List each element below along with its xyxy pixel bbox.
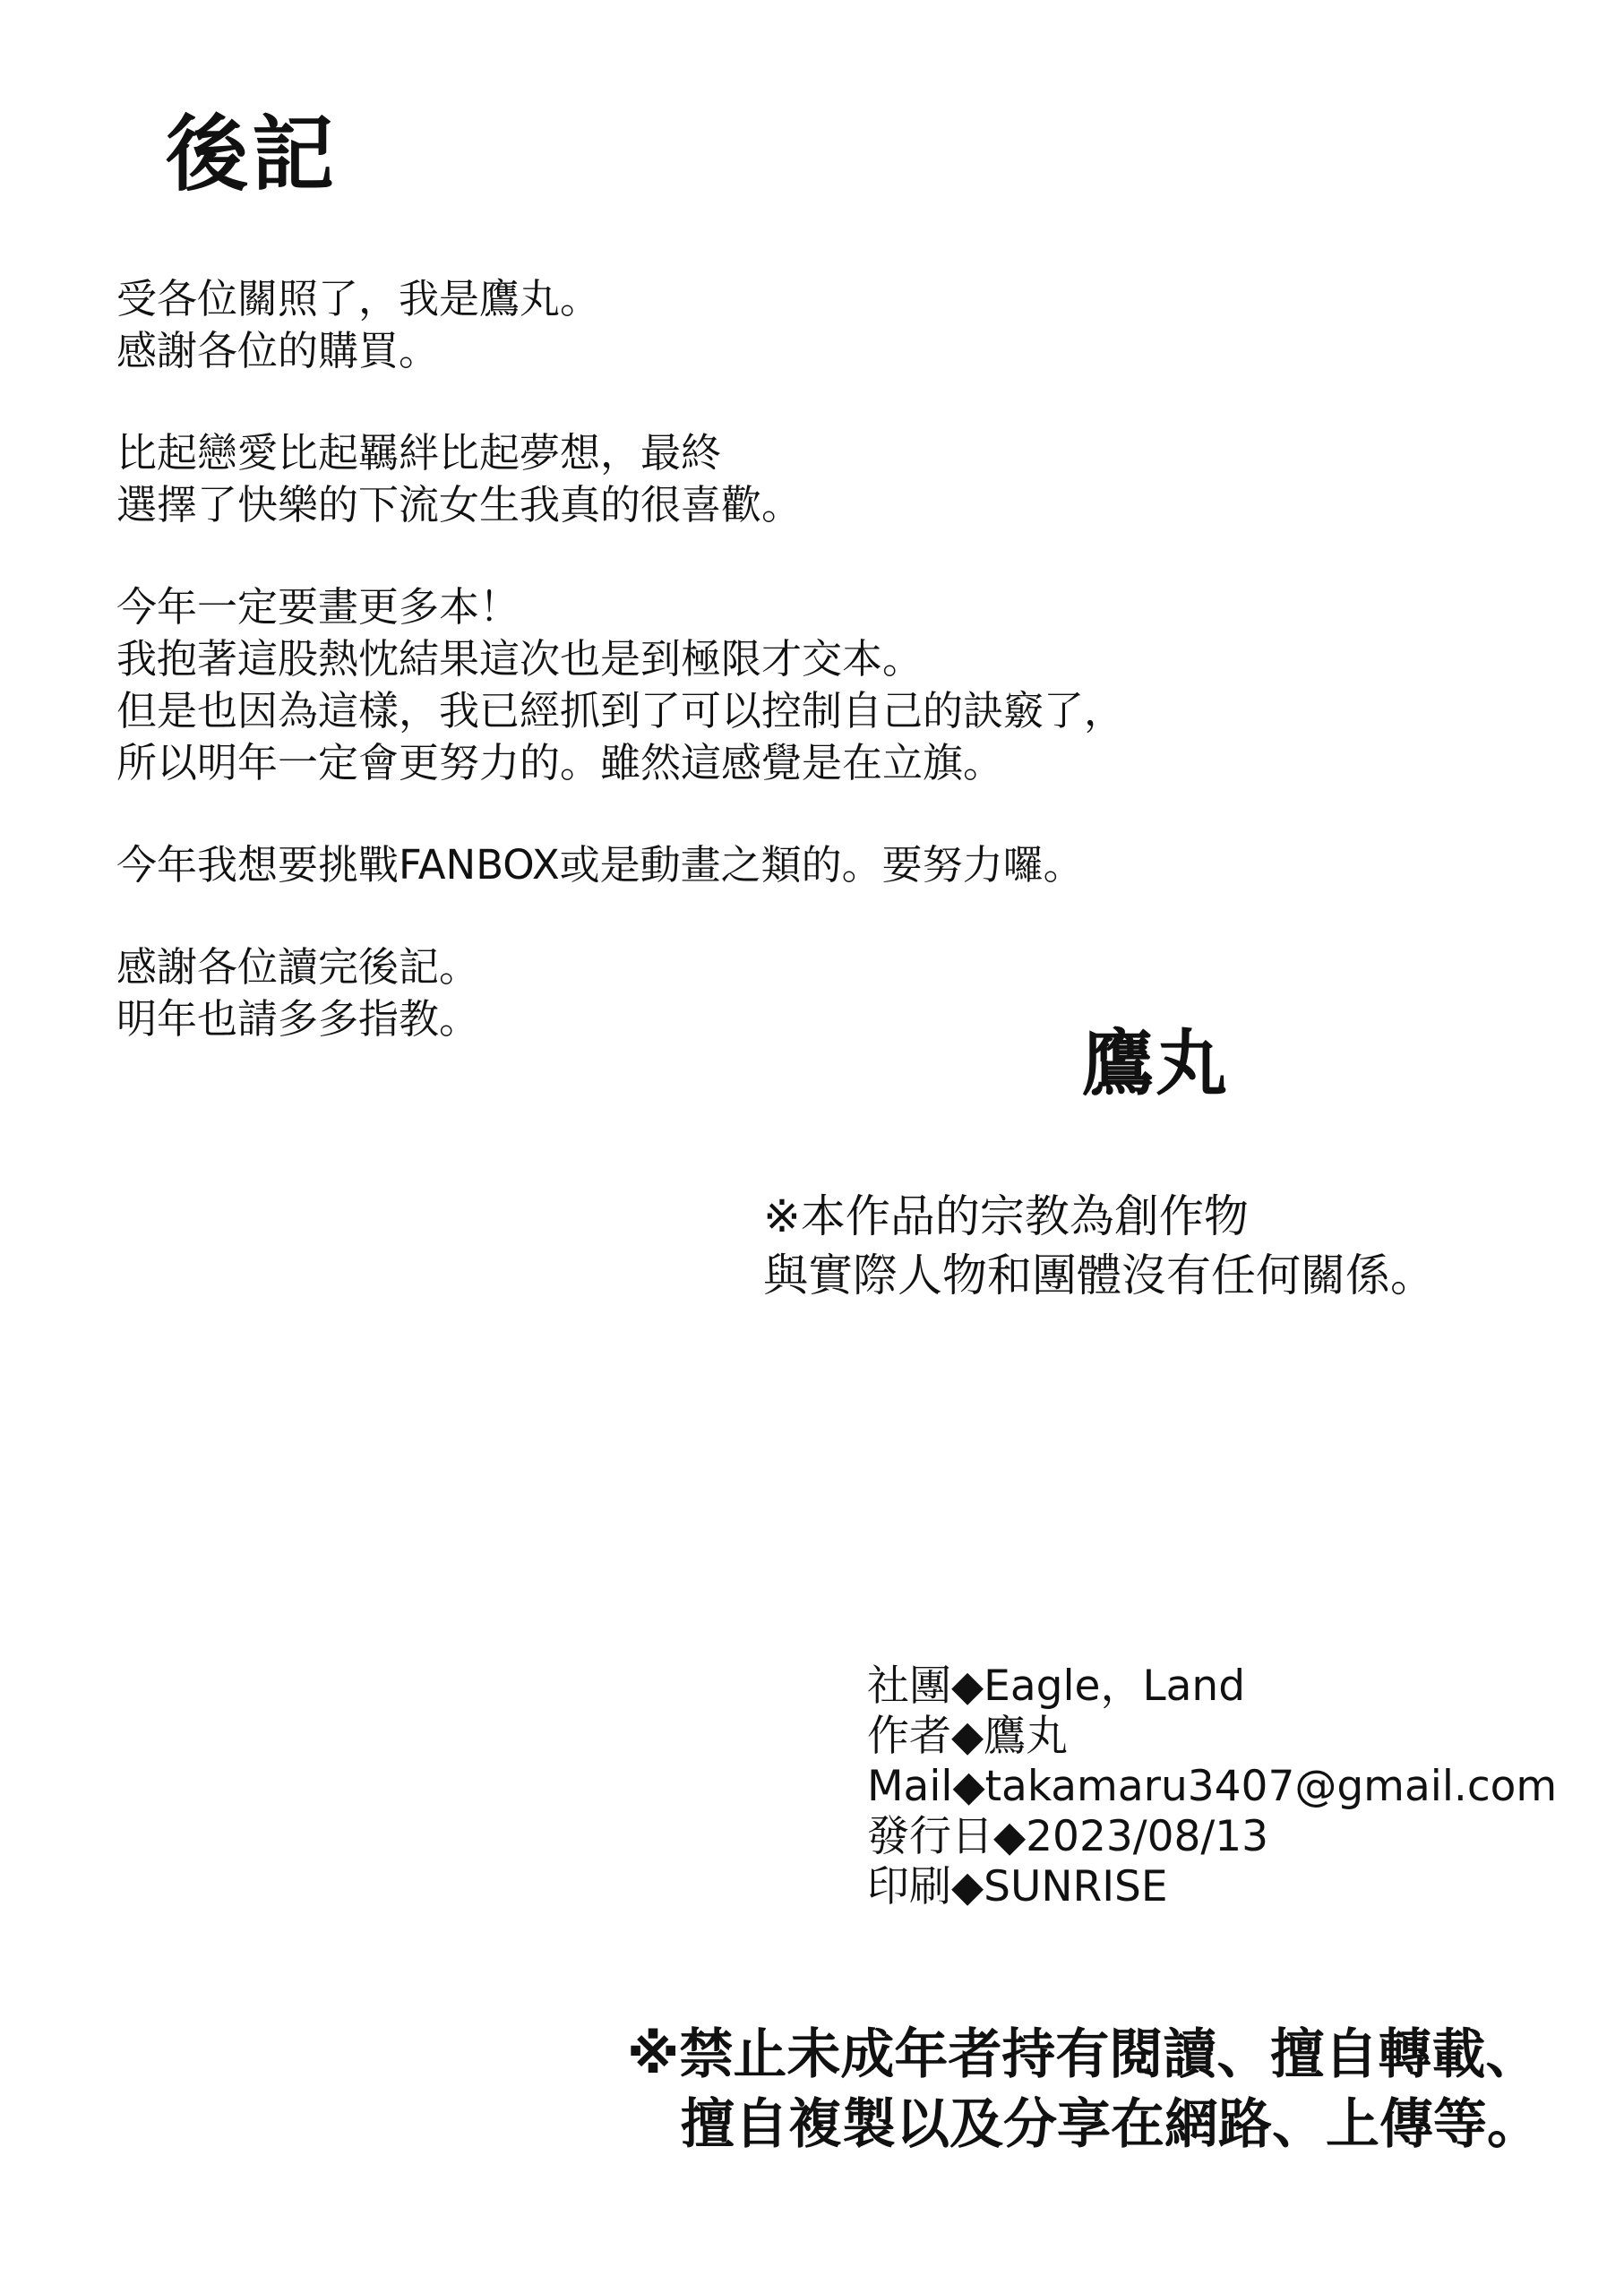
copyright-warning: [627, 2020, 1541, 2160]
text-line: 但是也因為這樣，我已經抓到了可以控制自己的訣竅了，: [116, 687, 1125, 734]
fiction-disclaimer: [763, 1187, 1435, 1305]
afterword-body: [116, 273, 1236, 1095]
credit-printer: 印刷◆SUNRISE: [867, 1862, 1168, 1911]
disclaimer-line: 與實際人物和團體沒有任何關係。: [763, 1250, 1435, 1301]
text-line: 所以明年一定會更努力的。雖然這感覺是在立旗。: [116, 739, 1004, 786]
paragraph-4: [116, 839, 1236, 891]
text-line: 受各位關照了，我是鷹丸。: [116, 275, 601, 322]
author-signature: 鷹丸: [1082, 1022, 1229, 1105]
paragraph-5: [116, 941, 1236, 1045]
text-line: 選擇了快樂的下流女生我真的很喜歡。: [116, 481, 803, 528]
warning-line: ※禁止未成年者持有閱讀、擅自轉載、: [627, 2023, 1540, 2086]
page-title: 後記: [166, 107, 339, 202]
credit-mail: Mail◆takamaru3407@gmail.com: [867, 1762, 1558, 1811]
text-line: 比起戀愛比起羈絆比起夢想，最終: [116, 429, 722, 477]
warning-line: 擅自複製以及分享在網路、上傳等。: [681, 2093, 1541, 2156]
text-line: 感謝各位讀完後記。: [116, 943, 480, 991]
text-line: 今年我想要挑戰FANBOX或是動畫之類的。要努力囉。: [116, 841, 1084, 889]
credit-author: 作者◆鷹丸: [867, 1712, 1069, 1761]
paragraph-3: [116, 581, 1236, 789]
text-line: 明年也請多多指教。: [116, 995, 480, 1043]
credit-circle: 社團◆Eagle，Land: [867, 1662, 1246, 1711]
publication-credits: [867, 1662, 1557, 1912]
disclaimer-line: ※本作品的宗教為創作物: [763, 1190, 1249, 1242]
text-line: 感謝各位的購買。: [116, 327, 440, 374]
credit-release-date: 發行日◆2023/08/13: [867, 1812, 1269, 1861]
text-line: 我抱著這股熱忱結果這次也是到極限才交本。: [116, 635, 924, 683]
text-line: 今年一定要畫更多本！: [116, 583, 520, 631]
paragraph-2: [116, 427, 1236, 531]
paragraph-1: [116, 273, 1236, 377]
